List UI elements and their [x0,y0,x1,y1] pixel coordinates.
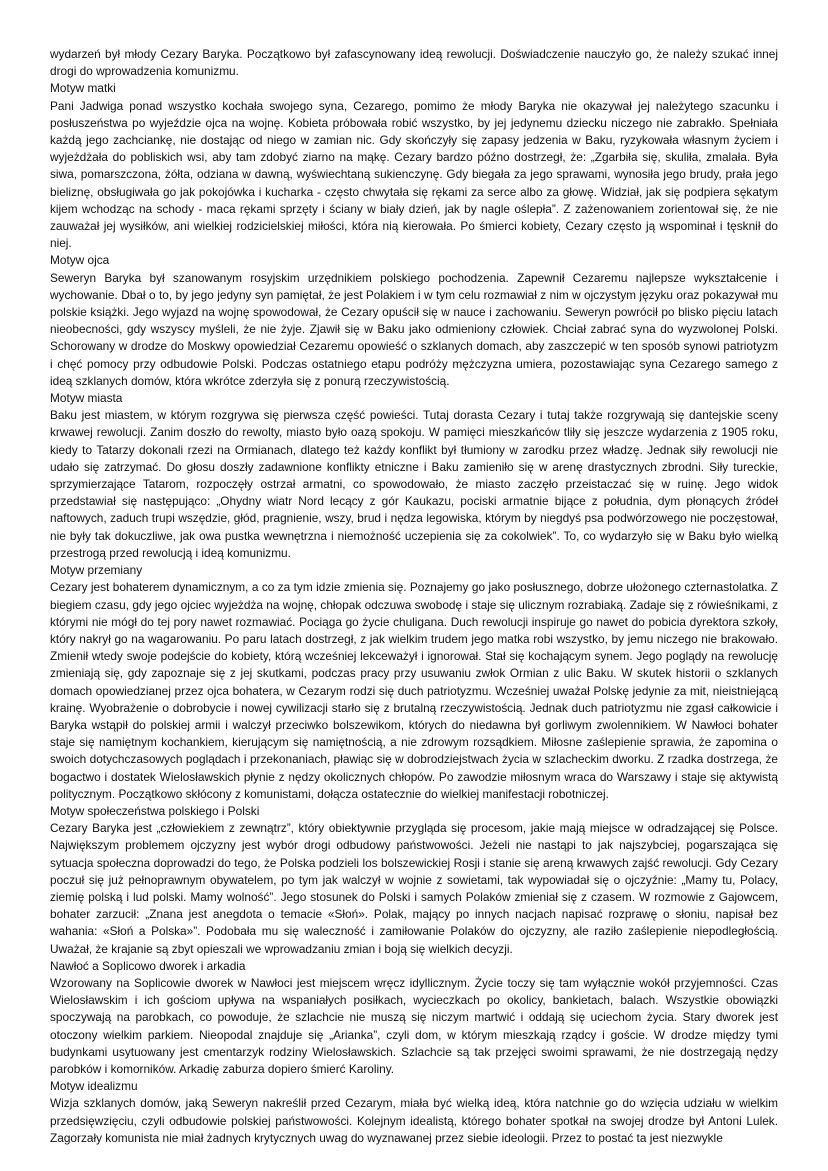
heading-motyw-miasta: Motyw miasta [50,391,123,406]
heading-nawloc: Nawłoć a Soplicowo dworek i arkadia [50,958,246,973]
document-page [50,46,778,1166]
heading-motyw-spoleczenstwa: Motyw społeczeństwa polskiego i Polski [50,803,260,818]
paragraph-motyw-idealizmu: Wizja szklanych domów, jaką Seweryn nakreślił przed Cezarym, miała być wielką ideą, która natchnie go do wzięcia udziału w wielkim przedsięwzięciu, czyli odbudowie polskiej państwowości. Kolejnym idealistą, którego bohater spotkał na swojej drodze był Antoni Lulek. Zagorzały komunista nie miał żadnych krytycznych uwag do wyznawanej przez siebie ideologii. Przez to postać ta jest niezwykle [50,1096,778,1145]
paragraph-intro-continuation: wydarzeń był młody Cezary Baryka. Początkowo był zafascynowany ideą rewolucji. Doświadczenie nauczyło go, że należy szukać innej drogi do wprowadzenia komunizmu. [50,47,778,79]
heading-motyw-przemiany: Motyw przemiany [50,563,143,578]
paragraph-motyw-przemiany: Cezary jest bohaterem dynamicznym, a co za tym idzie zmienia się. Poznajemy go jako posłusznego, dobrze ułożonego czternastolatka. Z biegiem czasu, gdy jego ojciec wyjeżdża na wojnę, chłopak odczuwa swobodę i staje się ulicznym rozrabiaką. Zadaje się z rówieśnikami, z którymi nie mógł do tej pory nawet rozmawiać. Pociąga go życie chuligana. Duch rewolucji inspiruje go nawet do pobicia dyrektora szkoły, który nakrył go na wagarowaniu. Po paru latach dostrzegł, z jak wielkim trudem jego matka robi wszystko, by jemu niczego nie brakowało. Zmienił wtedy swoje podejście do kobiety, którą wcześniej lekceważył i ignorował. Stał się kochającym synem. Jego poglądy na rewolucję zmieniają się, gdy zapoznaje się z jej skutkami, podczas pracy przy usuwaniu zwłok Ormian z ulic Baku. W skutek historii o szklanych domach opowiedzianej przez ojca bohatera, w Cezarym rodzi się duch patriotyzmu. Wcześniej uważał Polskę jedynie za mit, nieistniejącą krainę. Wyobrażenie o dobrobycie i nowej cywilizacji starło się z brutalną rzeczywistością. Jednak duch patriotyzmu nie zgasł całkowicie i Baryka wstąpił do polskiej armii i walczył przeciwko bolszewikom, których do niedawna był gorliwym zwolennikiem. W Nawłoci bohater staje się namiętnym kochankiem, kierującym się namiętnością, a nie zdrowym rozsądkiem. Miłosne zaślepienie sprawia, że zapomina o swoich dotychczasowych poglądach i przekonaniach, pławiąc się w dobrodziejstwach życia w szlacheckim dworku. Z rzadka dostrzega, że bogactwo i dostatek Wielosławskich płynie z nędzy okolicznych chłopów. Po zawodzie miłosnym wraca do Warszawy i staje się aktywistą politycznym. Początkowo skłócony z komunistami, dołącza ostatecznie do wielkiej manifestacji robotniczej. [50,580,778,801]
paragraph-motyw-miasta: Baku jest miastem, w którym rozgrywa się pierwsza część powieści. Tutaj dorasta Cezary i tutaj także rozgrywają się dantejskie sceny krwawej rewolucji. Zanim doszło do rewolty, miasto było oazą spokoju. W pamięci mieszkańców tliły się jeszcze wydarzenia z 1905 roku, kiedy to Tatarzy dokonali rzezi na Ormianach, dlatego też każdy konflikt był tłumiony w zarodku przez władzę. Jednak siły rewolucji nie udało się zatrzymać. Do głosu doszły zadawnione konflikty etniczne i Baku zamieniło się w arenę drastycznych zbrodni. Siły tureckie, sprzymierzające Tatarom, rozpoczęły ostrzał armatni, co spowodowało, że miasto zaczęło przeistaczać się w ruinę. Jego widok przedstawiał się następująco: „Ohydny wiatr Nord lecący z gór Kaukazu, pociski armatnie bijące z południa, dym płonących źródeł naftowych, zaduch trupi wszędzie, głód, pragnienie, wszy, brud i nędza legowiska, którym by niegdyś psa podwórzowego nie poczęstował, nie były tak dokuczliwe, jak owa pustka wewnętrzna i niemożność uczepienia się za cokolwiek”. To, co wydarzyło się w Baku było wielką przestrogą przed rewolucją i ideą komunizmu. [50,408,778,560]
heading-motyw-ojca: Motyw ojca [50,253,110,268]
heading-motyw-matki: Motyw matki [50,81,116,96]
paragraph-motyw-ojca: Seweryn Baryka był szanowanym rosyjskim urzędnikiem polskiego pochodzenia. Zapewnił Cezaremu najlepsze wykształcenie i wychowanie. Dbał o to, by jego jedyny syn pamiętał, że jest Polakiem i w tym celu rozmawiał z nim w ojczystym języku oraz pokazywał mu polskie książki. Jego wyjazd na wojnę spowodował, że Cezary opuścił się w nauce i zachowaniu. Seweryn powrócił po blisko pięciu latach nieobecności, gdy wszyscy myśleli, że nie żyje. Zjawił się w Baku jako odmieniony człowiek. Chciał zabrać syna do wyzwolonej Polski. Schorowany w drodze do Moskwy opowiedział Cezaremu opowieść o szklanych domach, aby zaszczepić w ten sposób synowi patriotyzm i chęć pomocy przy odbudowie Polski. Podczas ostatniego etapu podróży mężczyzna umiera, pozostawiając syna Cezarego samego z ideą szklanych domów, która wkrótce zderzyła się z ponurą rzeczywistością. [50,270,778,388]
paragraph-motyw-spoleczenstwa: Cezary Baryka jest „człowiekiem z zewnątrz”, który obiektywnie przygląda się procesom, jakie mają miejsce w odradzającej się Polsce. Największym problemem ojczyzny jest wybór drogi odbudowy państwowości. Jeżeli nie nastąpi to jak najszybciej, pogarszająca się sytuacja społeczna doprowadzi do tego, że Polska podzieli los bolszewickiej Rosji i stanie się areną krwawych zajść rewolucji. Gdy Cezary poczuł się już pełnoprawnym obywatelem, po tym jak walczył w wojnie z sowietami, tak wypowiadał się o ojczyźnie: „Mamy tu, Polacy, ziemię polską i lud polski. Mamy wolność”. Jego stosunek do Polski i samych Polaków zmieniał się z czasem. W rozmowie z Gajowcem, bohater zarzucił: „Znana jest anegdota o temacie «Słoń». Polak, mający po innych nacjach napisać rozprawę o słoniu, napisał bez wahania: «Słoń a Polska»”. Podobała mu się waleczność i zamiłowanie Polaków do ojczyzny, ale raziło zaślepienie niepodległością. Uważał, że krajanie są zbyt opieszali we wprowadzaniu zmian i boją się wielkich decyzji. [50,821,778,956]
heading-motyw-idealizmu: Motyw idealizmu [50,1079,138,1094]
paragraph-nawloc: Wzorowany na Soplicowie dworek w Nawłoci jest miejscem wręcz idyllicznym. Życie toczy się tam wyłącznie wokół przyjemności. Czas Wielosławskim i ich gościom upływa na wspaniałych posiłkach, wycieczkach po okolicy, bankietach, balach. Wszystkie obowiązki spoczywają na parobkach, co powoduje, że szlachcie nie muszą się niczym martwić i oddają się uciechom życia. Stary dworek jest otoczony wielkim parkiem. Nieopodal znajduje się „Arianka”, czyli dom, w którym mieszkają rządcy i goście. W drodze między tymi budynkami usytuowany jest cmentarzyk rodziny Wielosławskich. Szlachcie są tak przejęci swoimi sprawami, że nie dostrzegają nędzy parobków i komorników. Arkadię zaburza dopiero śmierć Karoliny. [50,975,778,1076]
paragraph-motyw-matki: Pani Jadwiga ponad wszystko kochała swojego syna, Cezarego, pomimo że młody Baryka nie okazywał jej należytego szacunku i posłuszeństwa po wyjeździe ojca na wojnę. Kobieta próbowała robić wszystko, by jej jedynemu dziecku niczego nie zabrakło. Spełniała każdą jego zachciankę, nie dostając od niego w zamian nic. Gdy skończyły się zapasy jedzenia w Baku, ryzykowała własnym życiem i wyjeżdżała do pobliskich wsi, aby tam zdobyć ziarno na mąkę. Cezary bardzo późno dostrzegł, że: „Zgarbiła się, skuliła, zmalała. Była siwa, pomarszczona, żółta, odziana w dawną, wyświechtaną sukienczynę. Gdy biegała za jego sprawami, wynosiła jego brudy, prała jego bieliznę, obsługiwała go jak pokojówka i kucharka - często chwytała się rękami za serce albo za głowę. Widział, jak się podpiera sękatym kijem wchodząc na schody - maca rękami sprzęty i ściany w biały dzień, jak by nagle oślepła”. Z zażenowaniem zorientował się, że nie zauważał jej wysiłków, ani wielkiej rodzicielskiej miłości, która nią kierowała. Po śmierci kobiety, Cezary często ją wspominał i tęsknił do niej. [50,98,778,251]
